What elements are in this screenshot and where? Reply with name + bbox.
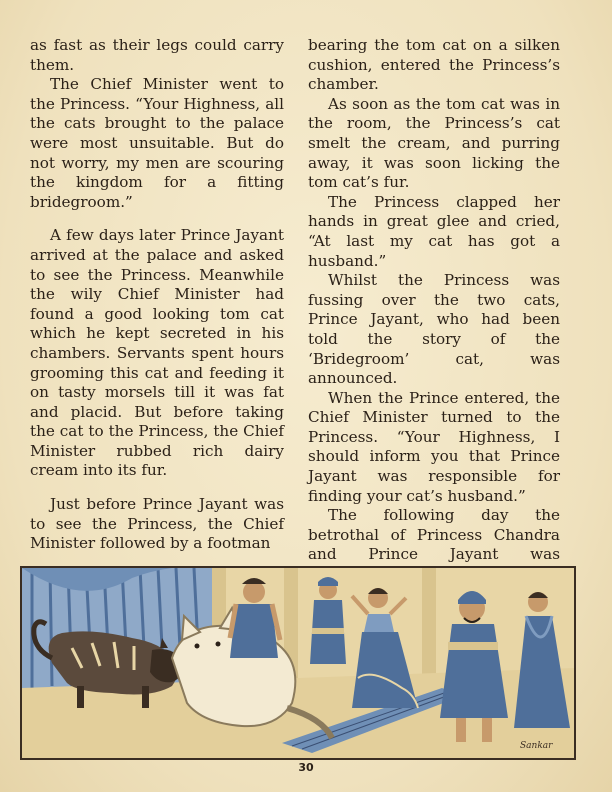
- paragraph: The following day the betrothal of Princess Chandra and Prince Jayant was: [308, 506, 560, 564]
- artist-signature: Sankar: [520, 741, 553, 751]
- left-text-column: [30, 36, 284, 554]
- paragraph: The Princess clapped her hands in great glee and cried, “At last my cat has got a husband.”: [308, 192, 560, 270]
- paragraph: A few days later Prince Jayant arrived at the palace and asked to see the Princess. Meanwhile the wily Chief Minister had found a good looking tom cat which he kept secreted in his chambers. Servants spent hours grooming this cat and feeding it on tasty morsels till it was fat and placid. But before taking the cat to the Princess, the Chief Minister rubbed rich dairy cream into its fur.: [30, 226, 284, 480]
- paragraph: bearing the tom cat on a silken cushion, entered the Princess’s chamber.: [308, 36, 560, 94]
- paragraph: As soon as the tom cat was in the room, the Princess’s cat smelt the cream, and purring away, it was soon licking the tom cat’s fur.: [308, 94, 560, 192]
- paragraph: Just before Prince Jayant was to see the Princess, the Chief Minister followed by a footman: [30, 495, 284, 553]
- illustration-art: [22, 568, 574, 758]
- paragraph: When the Prince entered, the Chief Minister turned to the Princess. “Your Highness, I should inform you that Prince Jayant was responsible for finding your cat’s husband.”: [308, 388, 560, 505]
- paragraph: The Chief Minister went to the Princess. “Your Highness, all the cats brought to the palace were most unsuitable. But do not worry, my men are scouring the kingdom for a fitting bridegroom.”: [30, 75, 284, 211]
- paragraph: as fast as their legs could carry them.: [30, 36, 284, 74]
- paragraph: Whilst the Princess was fussing over the two cats, Prince Jayant, who had been told the story of the ‘Bridegroom’ cat, was announced.: [308, 271, 560, 388]
- right-text-column: [308, 36, 560, 585]
- page-number: 30: [298, 761, 314, 774]
- story-illustration: [20, 566, 576, 760]
